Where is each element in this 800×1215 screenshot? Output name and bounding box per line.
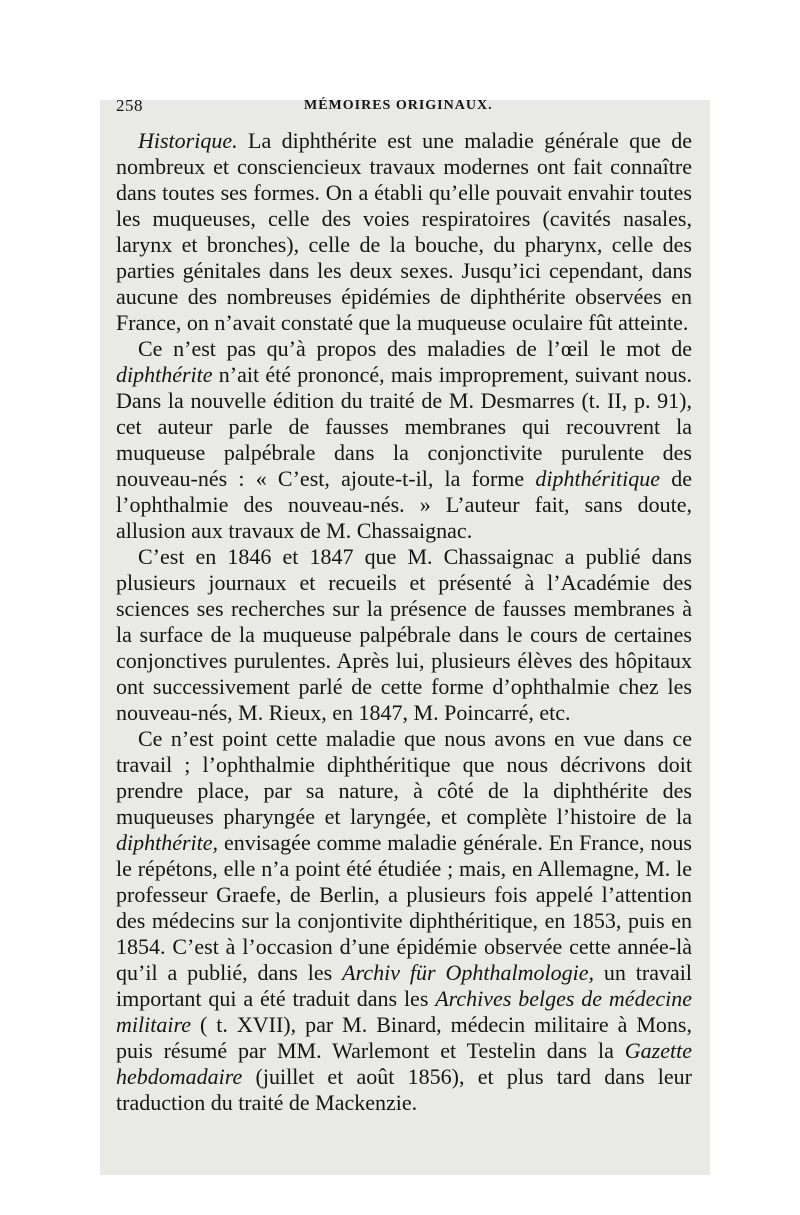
- paragraph-text: de l’ophthalmie des nouveau-nés. » L’auteur fait, sans doute, allusion aux travaux de M. Chassaignac.: [116, 466, 692, 543]
- memoir-body: [116, 128, 692, 1116]
- journal-title: Gazette hebdomadaire: [116, 1038, 692, 1089]
- paragraph-text: Ce n’est pas qu’à propos des maladies de l’œil le mot de: [138, 336, 692, 361]
- paragraph-text: (juillet et août 1856), et plus tard dans leur traduction du traité de Mackenzie.: [116, 1064, 692, 1115]
- paragraph-text: un travail important qui a été traduit dans les: [116, 960, 692, 1011]
- paragraph-text: envisagée comme maladie générale. En France, nous le répétons, elle n’a point été étudiée ; mais, en Allemagne, M. le professeur Graefe, de Berlin, a plusieurs fois appelé l’attention des médecins sur la conjontivite diphthéritique, en 1853, puis en 1854. C’est à l’occasion d’une épidémie observée cette année-là qu’il a publié, dans les: [116, 830, 692, 985]
- page-number: 258: [116, 96, 143, 115]
- paragraph-text: Ce n’est point cette maladie que nous avons en vue dans ce travail ; l’ophthalmie diphthéritique que nous décrivons doit prendre place, par sa nature, à côté de la diphthérite des muqueuses pharyngée et laryngée, et complète l’histoire de la: [116, 726, 692, 829]
- page-text-block: [116, 96, 692, 1116]
- italic-term: diphthérite,: [116, 830, 219, 855]
- running-head: [116, 96, 692, 126]
- journal-title: Archives belges de médecine militaire: [116, 986, 692, 1037]
- italic-term: diphthérite: [116, 362, 213, 387]
- italic-term: diphthéritique: [535, 466, 661, 491]
- paragraph-ophthalmie-diphtheritique: [116, 726, 692, 1116]
- running-title: MÉMOIRES ORIGINAUX.: [304, 98, 493, 113]
- paragraph-text: C’est en 1846 et 1847 que M. Chassaignac a publié dans plusieurs journaux et recueils et présenté à l’Académie des sciences ses recherches sur la présence de fausses membranes à la surface de la muqueuse palpébrale dans le cours de certaines conjonctives purulentes. Après lui, plusieurs élèves des hôpitaux ont successivement parlé de cette forme d’ophthalmie chez les nouveau-nés, M. Rieux, en 1847, M. Poincarré, etc.: [116, 544, 692, 725]
- paragraph-chassaignac: [116, 544, 692, 726]
- paragraph-text: n’ait été prononcé, mais improprement, suivant nous. Dans la nouvelle édition du traité de M. Desmarres (t. II, p. 91), cet auteur parle de fausses membranes qui recouvrent la muqueuse palpébrale dans la conjonctivite purulente des nouveau-nés : « C’est, ajoute-t-il, la forme: [116, 362, 692, 491]
- journal-title: Archiv für Ophthalmologie,: [342, 960, 594, 985]
- paragraph-text: ( t. XVII), par M. Binard, médecin militaire à Mons, puis résumé par MM. Warlemont et Testelin dans la: [116, 1012, 692, 1063]
- paragraph-text: La diphthérite est une maladie générale que de nombreux et consciencieux travaux modernes ont fait connaître dans toutes ses formes. On a établi qu’elle pouvait envahir toutes les muqueuses, celle des voies respiratoires (cavités nasales, larynx et bronches), celle de la bouche, du pharynx, celle des parties génitales dans les deux sexes. Jusqu’ici cependant, dans aucune des nombreuses épidémies de diphthérite observées en France, on n’avait constaté que la muqueuse oculaire fût atteinte.: [116, 128, 692, 335]
- paragraph-historique: [116, 128, 692, 336]
- paragraph-diphtherite-eye: [116, 336, 692, 544]
- section-heading-historique: Historique.: [138, 128, 238, 153]
